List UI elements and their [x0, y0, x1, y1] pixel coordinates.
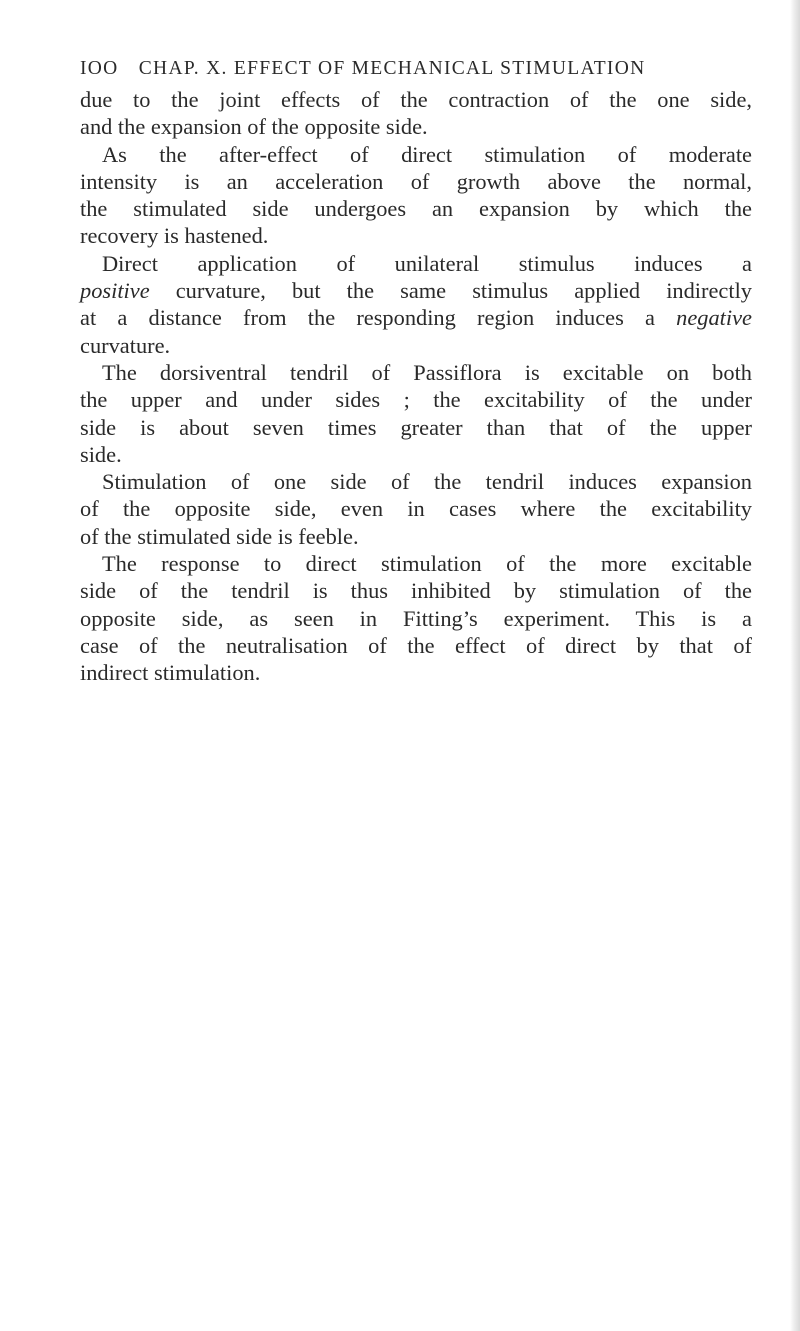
text-line: Stimulation of one side of the tendril induces expansion	[102, 469, 752, 495]
page-edge-shadow	[790, 0, 800, 1331]
text-line: intensity is an acceleration of growth above the normal,	[80, 168, 752, 194]
text-line: Direct application of unilateral stimulus induces a	[102, 250, 752, 276]
text-line: case of the neutralisation of the effect of direct by that of	[80, 632, 752, 658]
running-header	[80, 58, 700, 80]
text-line: side of the tendril is thus inhibited by stimulation of the	[80, 578, 752, 604]
text-line: recovery is hastened.	[80, 223, 269, 249]
text-line: side.	[80, 441, 122, 467]
text-run: curvature, but the same stimulus applied indirectly	[149, 278, 752, 304]
text-line	[80, 277, 752, 304]
page-number: IOO	[80, 58, 119, 79]
text-line: As the after-effect of direct stimulation of moderate	[102, 141, 752, 167]
text-line	[80, 304, 752, 331]
text-line: the upper and under sides ; the excitability of the under	[80, 387, 752, 413]
text-line: and the expansion of the opposite side.	[80, 114, 428, 140]
text-line: the stimulated side undergoes an expansion by which the	[80, 196, 752, 222]
text-line: The dorsiventral tendril of Passiflora is excitable on both	[102, 359, 752, 385]
body-text	[80, 86, 752, 687]
text-line: of the stimulated side is feeble.	[80, 523, 359, 549]
text-line: of the opposite side, even in cases where the excitability	[80, 496, 752, 522]
text-line: due to the joint effects of the contraction of the one side,	[80, 87, 752, 112]
italic-term: negative	[676, 305, 752, 331]
text-line: curvature.	[80, 332, 171, 358]
text-line: The response to direct stimulation of the more excitable	[102, 551, 752, 577]
text-line: opposite side, as seen in Fitting’s experiment. This is a	[80, 605, 752, 631]
italic-term: positive	[80, 278, 150, 304]
text-line: indirect stimulation.	[80, 660, 261, 686]
text-line: side is about seven times greater than that of the upper	[80, 414, 752, 440]
running-title: CHAP. X. EFFECT OF MECHANICAL STIMULATION	[138, 58, 646, 79]
text-run: at a distance from the responding region induces a	[80, 305, 677, 331]
